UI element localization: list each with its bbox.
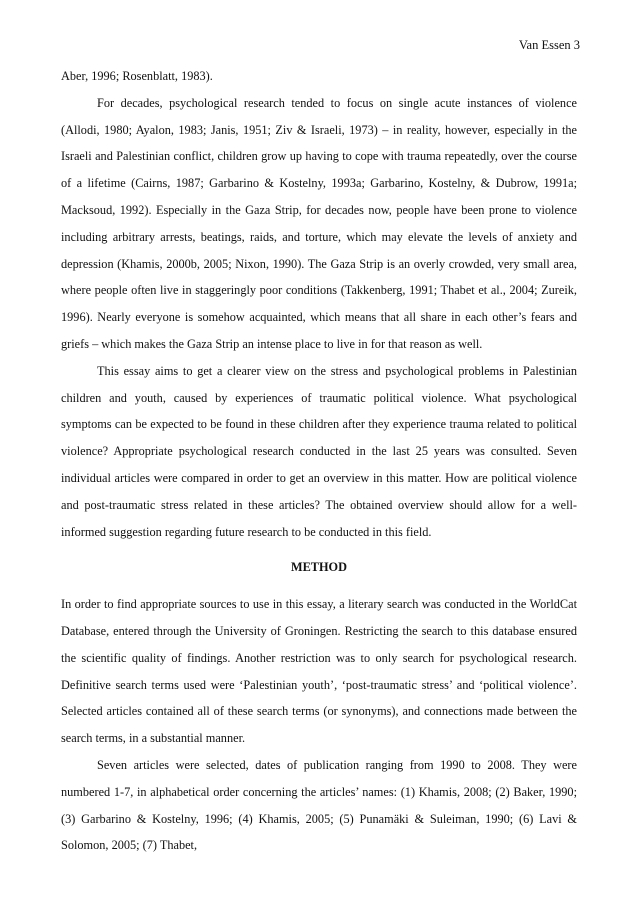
paragraph-continuation: Aber, 1996; Rosenblatt, 1983). <box>61 69 213 83</box>
section-heading-method: METHOD <box>290 560 348 575</box>
running-header: Van Essen 3 <box>518 38 580 52</box>
paragraph-method-articles: Seven articles were selected, dates of publication ranging from 1990 to 2008. They were numbered 1-7, in alphabetical order concerning the articles’ names: (1) Khamis, 2008; (2) Baker, 1990; (3) Garbarino & Kostelny, 1996; (4) Khamis, 2005; (5) Punamäki & Suleiman, 1990; (6) Lavi & Solomon, 2005; (7) Thabet, <box>61 757 577 853</box>
paragraph-background: For decades, psychological research tended to focus on single acute instances of violence (Allodi, 1980; Ayalon, 1983; Janis, 1951; Ziv & Israeli, 1973) – in reality, however, especially in the Israeli and Palestinian conflict, children grow up having to cope with trauma repeatedly, over the course of a lifetime (Cairns, 1987; Garbarino & Kostelny, 1993a; Garbarino, Kostelny, & Dubrow, 1991a; Macksoud, 1992). Especially in the Gaza Strip, for decades now, people have been prone to violence including arbitrary arrests, beatings, raids, and torture, which may elevate the levels of anxiety and depression (Khamis, 2000b, 2005; Nixon, 1990). The Gaza Strip is an overly crowded, very small area, where people often live in staggeringly poor conditions (Takkenberg, 1991; Thabet et al., 2004; Zureik, 1996). Nearly everyone is somehow acquainted, which means that all share in each other’s fears and griefs – which makes the Gaza Strip an intense place to live in for that reason as well. <box>61 95 577 351</box>
paragraph-aim: This essay aims to get a clearer view on the stress and psychological problems in Palestinian children and youth, caused by experiences of traumatic political violence. What psychological symptoms can be expected to be found in these children after they experience trauma related to political violence? Appropriate psychological research conducted in the last 25 years was consulted. Seven individual articles were compared in order to get an overview in this matter. How are political violence and post-traumatic stress related in these articles? The obtained overview should allow for a well-informed suggestion regarding future research to be conducted in this field. <box>61 363 577 539</box>
paragraph-method-search: In order to find appropriate sources to use in this essay, a literary search was conducted in the WorldCat Database, entered through the University of Groningen. Restricting the search to this database ensured the scientific quality of findings. Another restriction was to only search for psychological research. Definitive search terms used were ‘Palestinian youth’, ‘post-traumatic stress’ and ‘political violence’. Selected articles contained all of these search terms (or synonyms), and connections made between the search terms, in a substantial manner. <box>61 597 577 746</box>
page-body <box>61 63 577 859</box>
